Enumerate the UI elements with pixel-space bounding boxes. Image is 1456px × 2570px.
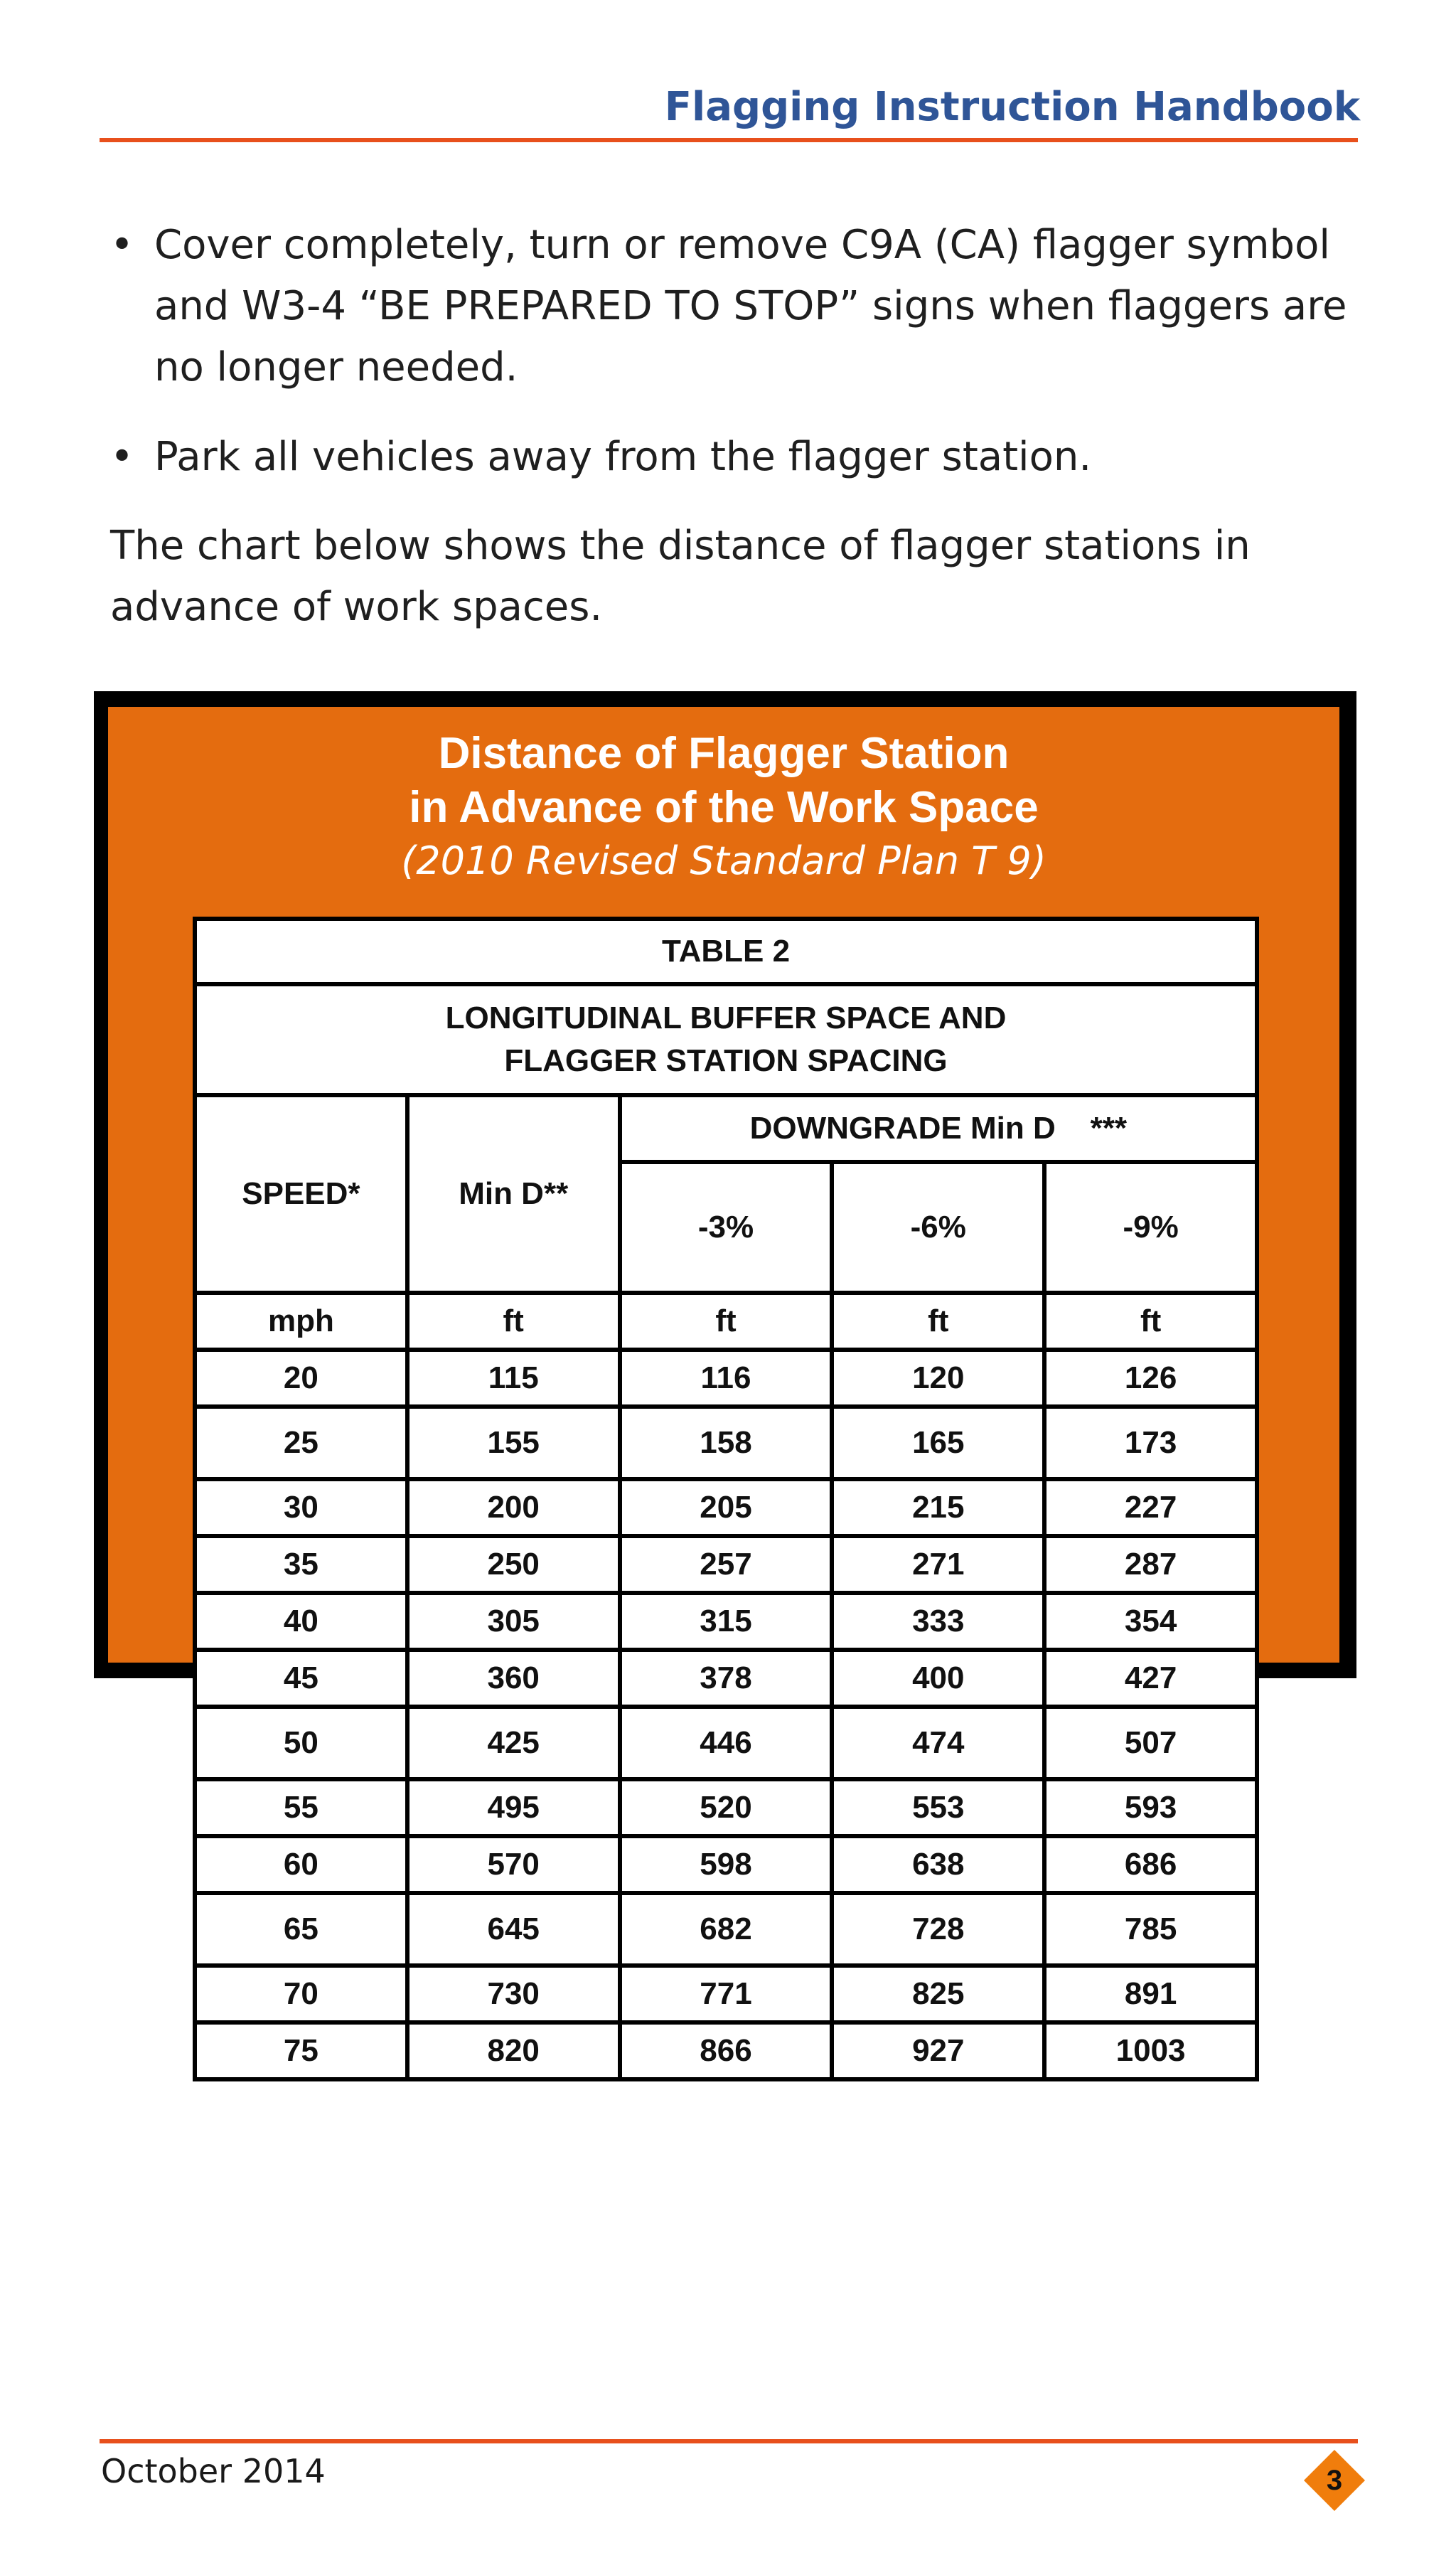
table-cell: 507 — [1044, 1707, 1257, 1779]
table-cell: 287 — [1044, 1536, 1257, 1593]
table-caption: TABLE 2 — [195, 919, 1257, 984]
table-cell: 20 — [195, 1350, 407, 1407]
footnote-text: Use on sustained downgrade steeper than 3 percent and longer than 1 mile. — [264, 2254, 1312, 2347]
bullet-dot: • — [110, 434, 134, 480]
table-cell: 771 — [620, 1966, 833, 2022]
col-header-speed: SPEED* — [195, 1095, 407, 1293]
header-title: Flagging Instruction Handbook — [664, 84, 1360, 130]
table-cell: 205 — [620, 1479, 833, 1536]
table-row — [195, 1836, 1257, 1893]
table-cell: 730 — [407, 1966, 620, 2022]
unit-cell: mph — [195, 1293, 407, 1350]
footnote-text: Longitudinal buffer space or flagger station spacing. — [264, 2200, 1120, 2238]
table-cell: 474 — [832, 1707, 1044, 1779]
table-row — [195, 1350, 1257, 1407]
col-header-min-d: Min D** — [407, 1095, 620, 1293]
table-cell: 333 — [832, 1593, 1044, 1650]
bullet-text: Cover completely, turn or remove C9A (CA) flagger symbol and W3-4 “BE PREPARED TO STOP” signs when flaggers are no longer needed. — [154, 222, 1347, 390]
table-cell: 165 — [832, 1407, 1044, 1479]
table-cell: 1003 — [1044, 2022, 1257, 2079]
footnote-mark: *** — [176, 2254, 225, 2293]
table-cell: 271 — [832, 1536, 1044, 1593]
table-cell: 227 — [1044, 1479, 1257, 1536]
table-cell: 378 — [620, 1650, 833, 1707]
table-cell: 645 — [407, 1893, 620, 1966]
table-cell: 35 — [195, 1536, 407, 1593]
table-cell: 155 — [407, 1407, 620, 1479]
table-cell: 425 — [407, 1707, 620, 1779]
table-cell: 50 — [195, 1707, 407, 1779]
table-cell: 553 — [832, 1779, 1044, 1836]
table-cell: 115 — [407, 1350, 620, 1407]
col-header-9pct: -9% — [1044, 1162, 1257, 1293]
table-row — [195, 1593, 1257, 1650]
table-cell: 638 — [832, 1836, 1044, 1893]
table-row — [195, 1893, 1257, 1966]
table-cell: 200 — [407, 1479, 620, 1536]
table-cell: 70 — [195, 1966, 407, 2022]
bullet-item-2 — [110, 427, 1347, 488]
table-cell: 158 — [620, 1407, 833, 1479]
table-cell: 446 — [620, 1707, 833, 1779]
table-cell: 315 — [620, 1593, 833, 1650]
table-row — [195, 1479, 1257, 1536]
table-row — [195, 1650, 1257, 1707]
col-header-6pct: -6% — [832, 1162, 1044, 1293]
footnote-2 — [176, 2192, 1328, 2246]
table-cell: 570 — [407, 1836, 620, 1893]
table-cell: 60 — [195, 1836, 407, 1893]
table-cell: 45 — [195, 1650, 407, 1707]
table-cell: 55 — [195, 1779, 407, 1836]
table-cell: 520 — [620, 1779, 833, 1836]
table-cell: 354 — [1044, 1593, 1257, 1650]
table-cell: 126 — [1044, 1350, 1257, 1407]
unit-cell: ft — [407, 1293, 620, 1350]
table-cell: 927 — [832, 2022, 1044, 2079]
table-row — [195, 1707, 1257, 1779]
table-cell: 495 — [407, 1779, 620, 1836]
footer-rule — [100, 2439, 1358, 2443]
table-row — [195, 1966, 1257, 2022]
table-cell: 257 — [620, 1536, 833, 1593]
intro-paragraph: The chart below shows the distance of flagger stations in advance of work spaces. — [110, 523, 1251, 630]
bullet-text: Park all vehicles away from the flagger station. — [154, 434, 1092, 480]
unit-cell: ft — [832, 1293, 1044, 1350]
chart-subtitle: (2010 Revised Standard Plan T 9) — [401, 838, 1046, 883]
table-cell: 40 — [195, 1593, 407, 1650]
table-cell: 785 — [1044, 1893, 1257, 1966]
footnote-mark: * — [176, 2086, 193, 2124]
units-row — [195, 1293, 1257, 1350]
bullet-dot: • — [110, 222, 134, 268]
table-row — [195, 2022, 1257, 2079]
table-cell: 866 — [620, 2022, 833, 2079]
chart-title-line1: Distance of Flagger Station — [438, 729, 1010, 778]
table-cell: 65 — [195, 1893, 407, 1966]
table-cell: 116 — [620, 1350, 833, 1407]
footer-date: October 2014 — [101, 2452, 326, 2490]
table-cell: 728 — [832, 1893, 1044, 1966]
table-cell: 427 — [1044, 1650, 1257, 1707]
unit-cell: ft — [620, 1293, 833, 1350]
table-cell: 598 — [620, 1836, 833, 1893]
table-cell: 173 — [1044, 1407, 1257, 1479]
footnote-1 — [176, 2078, 1328, 2186]
table-cell: 593 — [1044, 1779, 1257, 1836]
table-cell: 25 — [195, 1407, 407, 1479]
table-cell: 360 — [407, 1650, 620, 1707]
footnote-3 — [176, 2246, 1328, 2355]
footnote-text: Speed is posted speed limit, off peak 85th percentile speed prior to work starting, or the anticipated operating speed in mph. — [264, 2086, 1314, 2178]
table-heading-line1: LONGITUDINAL BUFFER SPACE AND — [445, 1001, 1007, 1035]
table-cell: 686 — [1044, 1836, 1257, 1893]
footnote-mark: ** — [176, 2200, 209, 2238]
col-header-3pct: -3% — [620, 1162, 833, 1293]
flagger-spacing-table — [193, 917, 1259, 2081]
page-number-badge — [1302, 2448, 1366, 2512]
table-cell: 400 — [832, 1650, 1044, 1707]
table-heading — [195, 984, 1257, 1095]
header-rule — [100, 138, 1358, 142]
page-number: 3 — [1326, 2465, 1343, 2496]
col-header-downgrade: DOWNGRADE Min D *** — [620, 1095, 1257, 1162]
table-cell: 682 — [620, 1893, 833, 1966]
bullet-item-1 — [110, 215, 1347, 398]
table-row — [195, 1536, 1257, 1593]
table-row — [195, 1407, 1257, 1479]
table-cell: 215 — [832, 1479, 1044, 1536]
table-cell: 825 — [832, 1966, 1044, 2022]
table-heading-line2: FLAGGER STATION SPACING — [504, 1043, 948, 1078]
table-cell: 120 — [832, 1350, 1044, 1407]
table-cell: 891 — [1044, 1966, 1257, 2022]
table-cell: 820 — [407, 2022, 620, 2079]
unit-cell: ft — [1044, 1293, 1257, 1350]
table-cell: 305 — [407, 1593, 620, 1650]
table-row — [195, 1779, 1257, 1836]
table-cell: 30 — [195, 1479, 407, 1536]
table-cell: 250 — [407, 1536, 620, 1593]
table-cell: 75 — [195, 2022, 407, 2079]
chart-title-line2: in Advance of the Work Space — [409, 783, 1039, 832]
